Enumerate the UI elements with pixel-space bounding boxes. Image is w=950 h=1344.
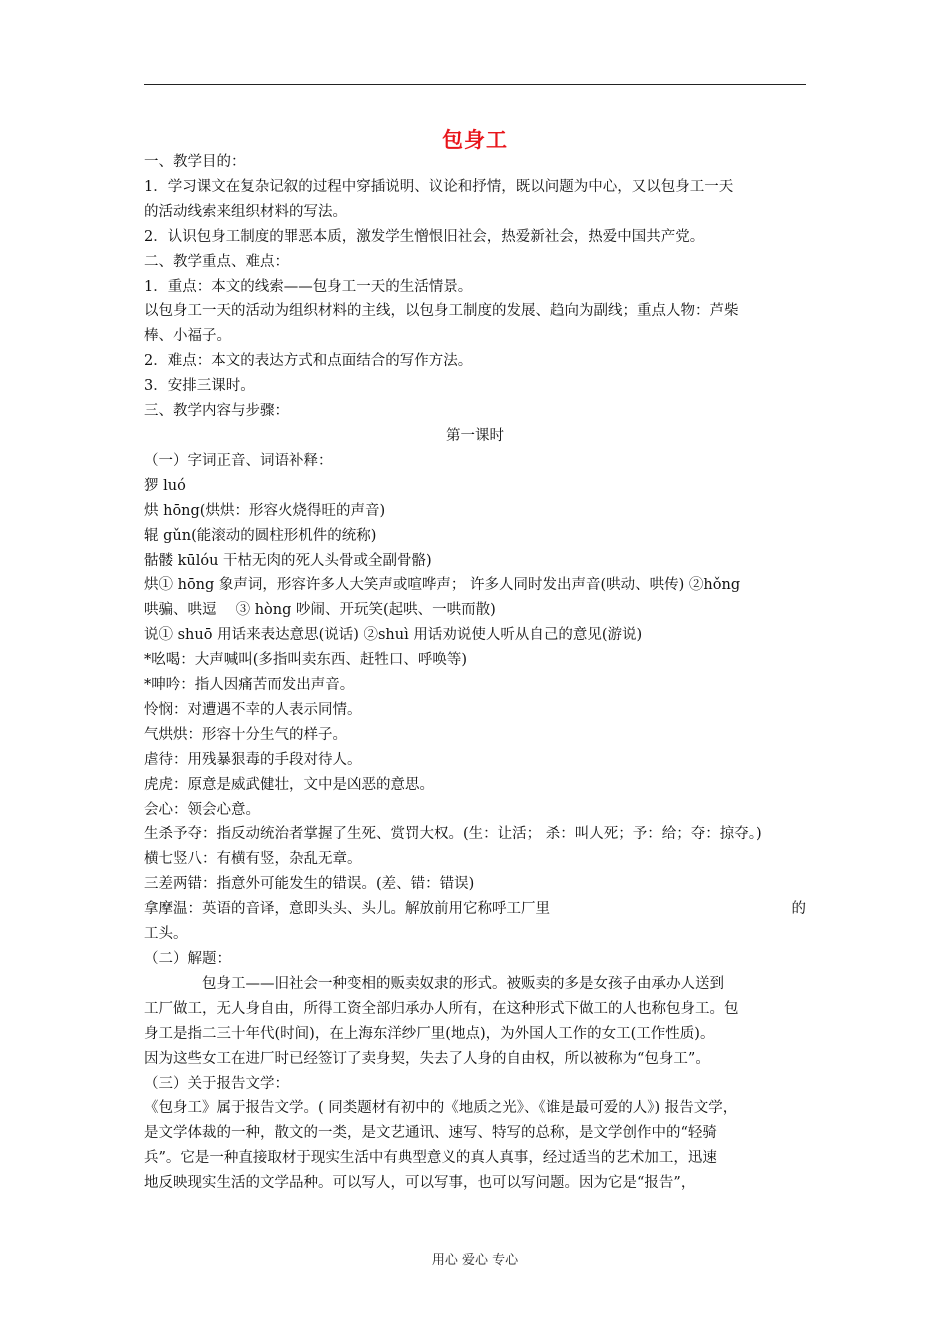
body-line: 1．重点：本文的线索——包身工一天的生活情景。 [144, 278, 473, 295]
body-line-start: 拿摩温：英语的音译，意即头头、头儿。解放前用它称呼工厂里 [144, 901, 550, 918]
body-line: 2．认识包身工制度的罪恶本质，激发学生憎恨旧社会，热爱新社会，热爱中国共产党。 [144, 228, 705, 245]
body-line: 1．学习课文在复杂记叙的过程中穿插说明、议论和抒情，既以问题为中心，又以包身工一天 [144, 178, 734, 195]
body-line-split [144, 897, 806, 922]
body-line: （一）字词正音、词语补释： [144, 452, 333, 469]
body-line: （二）解题： [144, 951, 231, 967]
body-line: 一、教学目的： [144, 154, 246, 170]
body-line: 烘① hōng 象声词，形容许多人大笑声或喧哗声； 许多人同时发出声音(哄动、哄传) ②hǒng [144, 577, 741, 594]
body-line: 包身工——旧社会一种变相的贩卖奴隶的形式。被贩卖的多是女孩子由承办人送到 [202, 975, 724, 992]
body-line: 烘 hōng(烘烘：形容火烧得旺的声音) [144, 502, 386, 519]
body-line: 说① shuō 用话来表达意思(说话) ②shuì 用话劝说使人听从自己的意见(游说) [144, 627, 643, 644]
body-line: 地反映现实生活的文学品种。可以写人，可以写事，也可以写问题。因为它是“报告”， [144, 1175, 696, 1192]
body-line: 以包身工一天的活动为组织材料的主线，以包身工制度的发展、趋向为副线；重点人物：芦柴 [144, 303, 739, 320]
body-line: （三）关于报告文学： [144, 1075, 289, 1092]
body-line: 兵”。它是一种直接取材于现实生活中有典型意义的真人真事，经过适当的艺术加工，迅速 [144, 1150, 717, 1167]
body-line: 骷髅 kūlóu 干枯无肉的死人头骨或全副骨骼) [144, 552, 432, 569]
body-line: 2．难点：本文的表达方式和点面结合的写作方法。 [144, 353, 473, 370]
body-line: 工头。 [144, 926, 188, 943]
body-line: 二、教学重点、难点： [144, 253, 289, 270]
body-line: 辊 gǔn(能滚动的圆柱形机件的统称) [144, 527, 377, 544]
body-line: 猡 luó [144, 477, 186, 494]
body-line: 三差两错：指意外可能发生的错误。(差、错：错误) [144, 876, 475, 893]
page-title: 包身工 [442, 128, 508, 152]
body-line: 生杀予夺：指反动统治者掌握了生死、赏罚大权。(生：让活； 杀：叫人死；予：给；夺：掠夺。) [144, 826, 762, 843]
body-line: 是文学体裁的一种，散文的一类，是文艺通讯、速写、特写的总称，是文学创作中的“轻骑 [144, 1125, 717, 1142]
body-line-end: 的 [791, 901, 806, 918]
body-line: 的活动线索来组织材料的写法。 [144, 203, 347, 220]
page-footer: 用心 爱心 专心 [431, 1253, 519, 1268]
document-body [144, 150, 806, 1196]
body-line: 3．安排三课时。 [144, 378, 255, 395]
body-line: 工厂做工，无人身自由，所得工资全部归承办人所有，在这种形式下做工的人也称包身工。包 [144, 1000, 739, 1017]
body-line: 气烘烘：形容十分生气的样子。 [144, 726, 347, 743]
header-rule [144, 84, 806, 85]
body-line: 《包身工》属于报告文学。( 同类题材有初中的《地质之光》、《谁是最可爱的人》) 报告文学， [144, 1100, 738, 1117]
body-line: 三、教学内容与步骤： [144, 403, 289, 420]
body-line: 虐待：用残暴狠毒的手段对待人。 [144, 751, 362, 768]
body-line: 棒、小福子。 [144, 328, 231, 345]
section-heading: 第一课时 [446, 427, 504, 444]
body-line: 因为这些女工在进厂时已经签订了卖身契，失去了人身的自由权，所以被称为“包身工”。 [144, 1050, 710, 1067]
body-line: *吆喝：大声喊叫(多指叫卖东西、赶牲口、呼唤等) [144, 652, 468, 669]
body-line: 哄骗、哄逗 ③ hòng 吵闹、开玩笑(起哄、一哄而散) [144, 602, 496, 619]
body-line: 怜悯：对遭遇不幸的人表示同情。 [144, 701, 362, 718]
body-line: 身工是指二三十年代(时间)，在上海东洋纱厂里(地点)，为外国人工作的女工(工作性质)。 [144, 1025, 715, 1042]
body-line: *呻吟：指人因痛苦而发出声音。 [144, 677, 355, 694]
body-line: 虎虎：原意是威武健壮，文中是凶恶的意思。 [144, 776, 434, 793]
body-line: 会心：领会心意。 [144, 801, 260, 818]
body-line: 横七竖八：有横有竖，杂乱无章。 [144, 851, 362, 868]
